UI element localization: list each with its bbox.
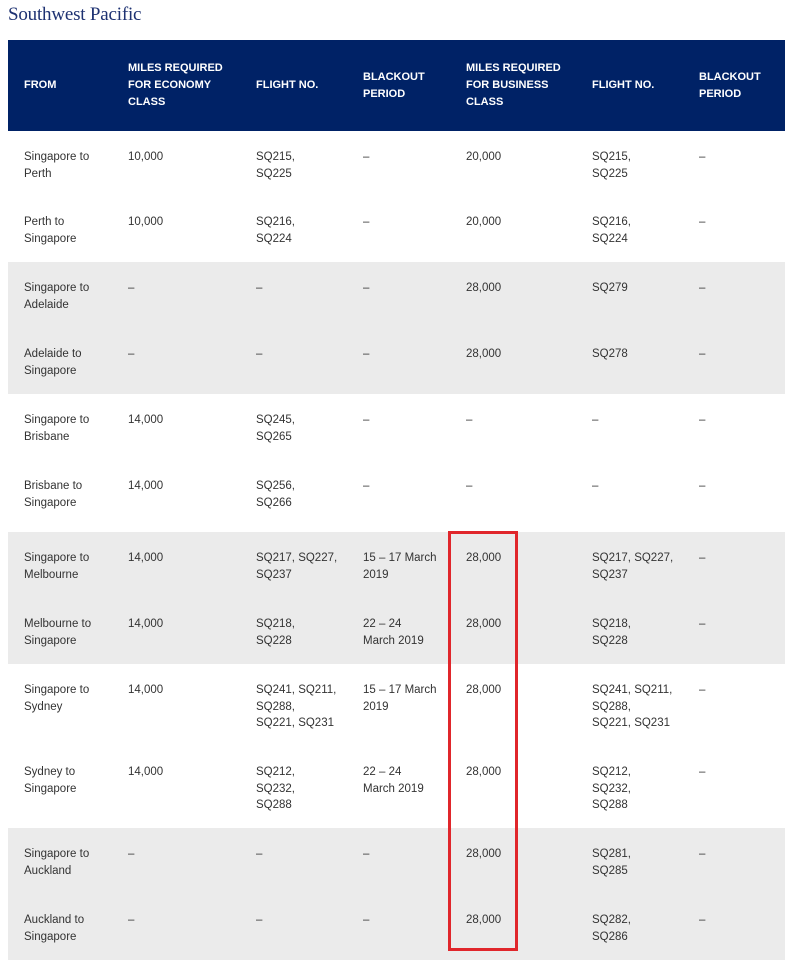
- cell-business-flight-no: SQ218, SQ228: [592, 618, 631, 647]
- cell-business-blackout: –: [699, 848, 706, 860]
- cell-business-miles: 20,000: [466, 151, 502, 163]
- cell-business-blackout: –: [699, 348, 706, 360]
- cell-economy-flight-no: SQ256, SQ266: [256, 480, 295, 509]
- cell-economy-miles: 14,000: [128, 618, 164, 630]
- header-business-blackout: BLACKOUT PERIOD: [699, 70, 761, 100]
- header-economy-flight-no: FLIGHT NO.: [256, 79, 319, 91]
- table-row: [8, 894, 785, 960]
- cell-economy-miles: 10,000: [128, 216, 164, 228]
- cell-economy-miles: 10,000: [128, 151, 164, 163]
- cell-economy-miles: –: [128, 282, 135, 294]
- table-row: [8, 328, 785, 394]
- header-economy-blackout: BLACKOUT PERIOD: [363, 70, 425, 100]
- cell-economy-blackout: 15 – 17 March 2019: [363, 684, 437, 713]
- cell-from: Singapore to Perth: [24, 151, 90, 180]
- cell-business-blackout: –: [699, 282, 706, 294]
- cell-business-flight-no: SQ281, SQ285: [592, 848, 631, 877]
- cell-economy-flight-no: SQ216, SQ224: [256, 216, 295, 245]
- cell-economy-flight-no: –: [256, 914, 263, 926]
- cell-economy-flight-no: SQ241, SQ211, SQ288, SQ221, SQ231: [256, 684, 337, 729]
- cell-economy-blackout: –: [363, 216, 370, 228]
- cell-economy-blackout: –: [363, 151, 370, 163]
- cell-economy-blackout: –: [363, 914, 370, 926]
- cell-from: Singapore to Sydney: [24, 684, 90, 713]
- cell-business-blackout: –: [699, 216, 706, 228]
- table-row: [8, 394, 785, 460]
- cell-economy-blackout: 22 – 24 March 2019: [363, 766, 424, 795]
- table-row: [8, 460, 785, 532]
- cell-economy-miles: 14,000: [128, 414, 164, 426]
- cell-economy-blackout: 22 – 24 March 2019: [363, 618, 424, 647]
- cell-economy-flight-no: SQ215, SQ225: [256, 151, 295, 180]
- cell-economy-miles: 14,000: [128, 766, 164, 778]
- header-business-flight-no: FLIGHT NO.: [592, 79, 655, 91]
- cell-business-flight-no: –: [592, 480, 599, 492]
- table-row: [8, 664, 785, 746]
- cell-economy-flight-no: –: [256, 848, 263, 860]
- cell-from: Singapore to Brisbane: [24, 414, 90, 443]
- cell-economy-miles: –: [128, 848, 135, 860]
- cell-economy-flight-no: –: [256, 282, 263, 294]
- cell-business-flight-no: –: [592, 414, 599, 426]
- cell-from: Singapore to Melbourne: [24, 552, 90, 581]
- table-header: [8, 40, 785, 131]
- cell-business-miles: 28,000: [466, 848, 502, 860]
- cell-business-flight-no: SQ241, SQ211, SQ288, SQ221, SQ231: [592, 684, 673, 729]
- table-row: [8, 262, 785, 328]
- cell-economy-blackout: –: [363, 414, 370, 426]
- miles-table: [8, 40, 785, 960]
- cell-economy-miles: 14,000: [128, 684, 164, 696]
- cell-from: Sydney to Singapore: [24, 766, 77, 795]
- cell-from: Singapore to Auckland: [24, 848, 90, 877]
- table-row: [8, 196, 785, 262]
- cell-economy-flight-no: SQ217, SQ227, SQ237: [256, 552, 338, 581]
- cell-economy-flight-no: SQ218, SQ228: [256, 618, 295, 647]
- cell-business-miles: –: [466, 414, 473, 426]
- cell-business-blackout: –: [699, 151, 706, 163]
- cell-economy-blackout: –: [363, 282, 370, 294]
- cell-business-flight-no: SQ278: [592, 348, 628, 360]
- cell-business-miles: 28,000: [466, 348, 502, 360]
- cell-business-blackout: –: [699, 414, 706, 426]
- cell-from: Singapore to Adelaide: [24, 282, 90, 311]
- cell-from: Adelaide to Singapore: [24, 348, 82, 377]
- cell-economy-miles: –: [128, 348, 135, 360]
- header-business-miles: MILES REQUIRED FOR BUSINESS CLASS: [466, 62, 561, 108]
- cell-business-flight-no: SQ279: [592, 282, 628, 294]
- cell-business-miles: 28,000: [466, 766, 502, 778]
- cell-from: Perth to Singapore: [24, 216, 77, 245]
- cell-business-miles: 28,000: [466, 684, 502, 696]
- cell-economy-flight-no: SQ212, SQ232, SQ288: [256, 766, 295, 811]
- cell-business-flight-no: SQ212, SQ232, SQ288: [592, 766, 631, 811]
- page-title: Southwest Pacific: [8, 4, 142, 25]
- cell-from: Melbourne to Singapore: [24, 618, 92, 647]
- cell-business-miles: –: [466, 480, 473, 492]
- cell-economy-blackout: –: [363, 480, 370, 492]
- cell-business-miles: 28,000: [466, 618, 502, 630]
- cell-economy-blackout: –: [363, 848, 370, 860]
- cell-business-flight-no: SQ217, SQ227, SQ237: [592, 552, 674, 581]
- cell-economy-miles: –: [128, 914, 135, 926]
- cell-business-blackout: –: [699, 618, 706, 630]
- cell-business-flight-no: SQ215, SQ225: [592, 151, 631, 180]
- table-row: [8, 746, 785, 828]
- header-economy-miles: MILES REQUIRED FOR ECONOMY CLASS: [128, 62, 223, 108]
- header-from: FROM: [24, 79, 57, 91]
- cell-business-blackout: –: [699, 684, 706, 696]
- cell-economy-miles: 14,000: [128, 480, 164, 492]
- cell-economy-flight-no: –: [256, 348, 263, 360]
- cell-from: Auckland to Singapore: [24, 914, 85, 943]
- table-row: [8, 828, 785, 894]
- cell-economy-blackout: –: [363, 348, 370, 360]
- cell-business-blackout: –: [699, 766, 706, 778]
- cell-business-blackout: –: [699, 914, 706, 926]
- table-row: [8, 131, 785, 196]
- cell-business-blackout: –: [699, 552, 706, 564]
- table-row: [8, 598, 785, 664]
- cell-from: Brisbane to Singapore: [24, 480, 83, 509]
- cell-economy-blackout: 15 – 17 March 2019: [363, 552, 437, 581]
- cell-business-flight-no: SQ216, SQ224: [592, 216, 631, 245]
- cell-business-miles: 28,000: [466, 282, 502, 294]
- cell-business-flight-no: SQ282, SQ286: [592, 914, 631, 943]
- cell-economy-miles: 14,000: [128, 552, 164, 564]
- cell-business-miles: 28,000: [466, 914, 502, 926]
- cell-business-miles: 28,000: [466, 552, 502, 564]
- table-body: [8, 131, 785, 960]
- cell-business-blackout: –: [699, 480, 706, 492]
- cell-business-miles: 20,000: [466, 216, 502, 228]
- cell-economy-flight-no: SQ245, SQ265: [256, 414, 295, 443]
- table-row: [8, 532, 785, 598]
